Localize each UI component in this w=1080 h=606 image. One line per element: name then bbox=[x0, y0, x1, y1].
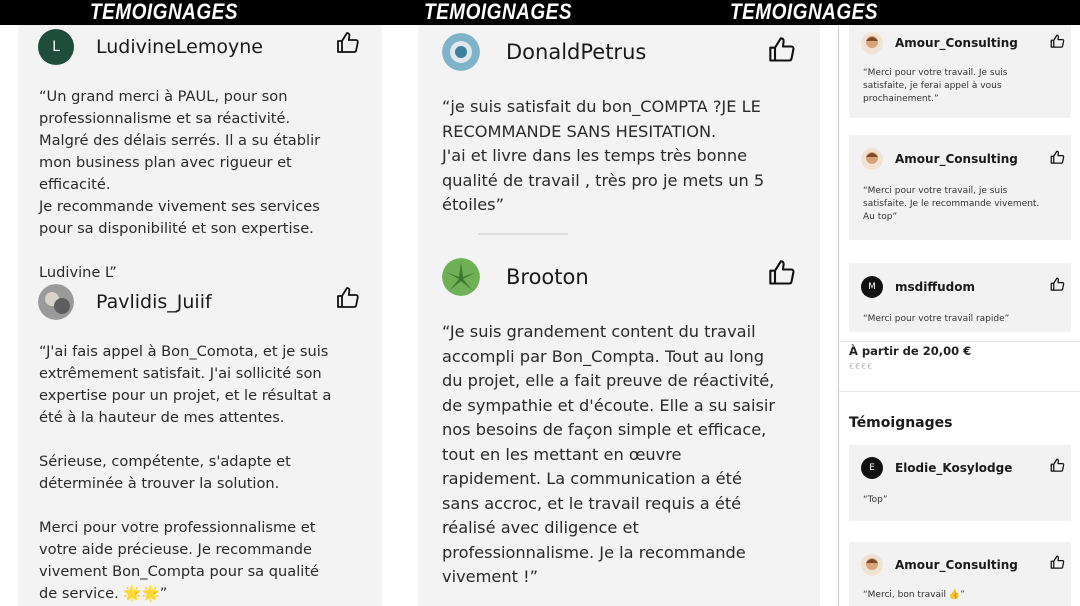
review-text: “Top” bbox=[863, 495, 888, 505]
testimonials-panel-middle bbox=[418, 25, 820, 606]
avatar bbox=[861, 148, 883, 170]
review-text: “Je suis grandement content du travail accompli par Bon_Compta. Tout au long du projet, elle a fait preuve de réactivité, de sympathie et d'écoute. Elle a su saisir nos besoins de façon simple et efficace, tout en les mettant en œuvre rapidement. La communication a été sans accroc, et le travail requis a été réalisé avec diligence et professionnalisme. Je la recommande vivement !” bbox=[442, 322, 776, 586]
banner-title: TEMOIGNAGES bbox=[730, 0, 879, 25]
review-username[interactable]: Elodie_Kosylodge bbox=[895, 461, 1013, 475]
thumbs-up-icon[interactable] bbox=[1050, 277, 1065, 292]
review-header bbox=[38, 29, 263, 65]
avatar bbox=[38, 29, 74, 65]
review-username[interactable]: LudivineLemoyne bbox=[96, 36, 263, 58]
testimonials-panel-left bbox=[18, 25, 382, 606]
section-title: Témoignages bbox=[849, 415, 953, 431]
review-username[interactable]: Pavlidis_Juiif bbox=[96, 291, 212, 313]
thumbs-up-icon[interactable] bbox=[1050, 150, 1065, 165]
thumbs-up-icon[interactable] bbox=[1050, 34, 1065, 49]
review-card bbox=[849, 25, 1071, 118]
review-header bbox=[861, 554, 1018, 576]
review-card bbox=[849, 445, 1071, 521]
review-header bbox=[442, 33, 646, 71]
banner-title: TEMOIGNAGES bbox=[424, 0, 573, 25]
price-text: À partir de 20,00 € bbox=[849, 344, 972, 358]
testimonials-panel-right bbox=[838, 25, 1080, 606]
divider bbox=[839, 341, 1080, 342]
review-card bbox=[849, 263, 1071, 332]
review-text: “Un grand merci à PAUL, pour son professionnalisme et sa réactivité. Malgré des délais serrés. Il a su établir mon business plan avec rigueur et efficacité. Je recommande vivement ses services pour sa disponibilité et son expertise. Ludivine L” bbox=[39, 88, 321, 281]
avatar bbox=[861, 554, 883, 576]
review-username[interactable]: Amour_Consulting bbox=[895, 152, 1018, 166]
avatar bbox=[442, 33, 480, 71]
review-text: “Merci pour votre travail. Je suis satisfaite, je ferai appel à vous prochainement.” bbox=[863, 68, 1008, 104]
avatar bbox=[38, 284, 74, 320]
divider bbox=[478, 233, 568, 235]
thumbs-up-icon[interactable] bbox=[768, 259, 796, 287]
thumbs-up-icon[interactable] bbox=[336, 286, 360, 310]
thumbs-up-icon[interactable] bbox=[1050, 458, 1065, 473]
thumbs-up-icon[interactable] bbox=[336, 31, 360, 55]
review-text: “Merci pour votre travail, je suis satisfaite. Je le recommande vivement. Au top” bbox=[863, 186, 1040, 222]
avatar bbox=[861, 276, 883, 298]
review-header bbox=[861, 32, 1018, 54]
top-banner bbox=[0, 0, 1080, 25]
avatar-letter: E bbox=[869, 463, 875, 473]
review-header bbox=[38, 284, 212, 320]
banner-title: TEMOIGNAGES bbox=[90, 0, 239, 25]
review-text: “Merci, bon travail 👍” bbox=[863, 590, 965, 600]
review-text: “je suis satisfait du bon_COMPTA ?JE LE RECOMMANDE SANS HESITATION. J'ai et livre dans les temps très bonne qualité de travail , très pro je mets un 5 étoiles” bbox=[442, 97, 765, 214]
review-text: “J'ai fais appel à Bon_Comota, et je suis extrêmement satisfait. J'ai sollicité son expertise pour un projet, et le résultat a été à la hauteur de mes attentes. Sérieuse, compétente, s'adapte et déterminée à trouver la solution. Merci pour votre professionnalisme et votre aide précieuse. Je recommande vivement Bon_Compta pour sa qualité de service. 🌟🌟” bbox=[39, 343, 332, 602]
avatar-letter: M bbox=[868, 282, 876, 292]
review-username[interactable]: Amour_Consulting bbox=[895, 558, 1018, 572]
review-username[interactable]: Brooton bbox=[506, 265, 589, 289]
review-header bbox=[861, 276, 975, 298]
avatar bbox=[861, 457, 883, 479]
avatar bbox=[442, 258, 480, 296]
review-text: “Merci pour votre travail rapide” bbox=[863, 314, 1010, 324]
avatar-letter: L bbox=[52, 39, 60, 55]
review-header bbox=[861, 148, 1018, 170]
thumbs-up-icon[interactable] bbox=[768, 36, 796, 64]
avatar bbox=[861, 32, 883, 54]
review-card bbox=[849, 135, 1071, 240]
price-range: €€€€ bbox=[849, 362, 874, 371]
review-username[interactable]: msdiffudom bbox=[895, 280, 975, 294]
divider bbox=[839, 391, 1080, 392]
review-header bbox=[442, 258, 589, 296]
review-username[interactable]: Amour_Consulting bbox=[895, 36, 1018, 50]
review-username[interactable]: DonaldPetrus bbox=[506, 40, 647, 64]
thumbs-up-icon[interactable] bbox=[1050, 555, 1065, 570]
review-card bbox=[849, 542, 1071, 606]
review-header bbox=[861, 457, 1012, 479]
